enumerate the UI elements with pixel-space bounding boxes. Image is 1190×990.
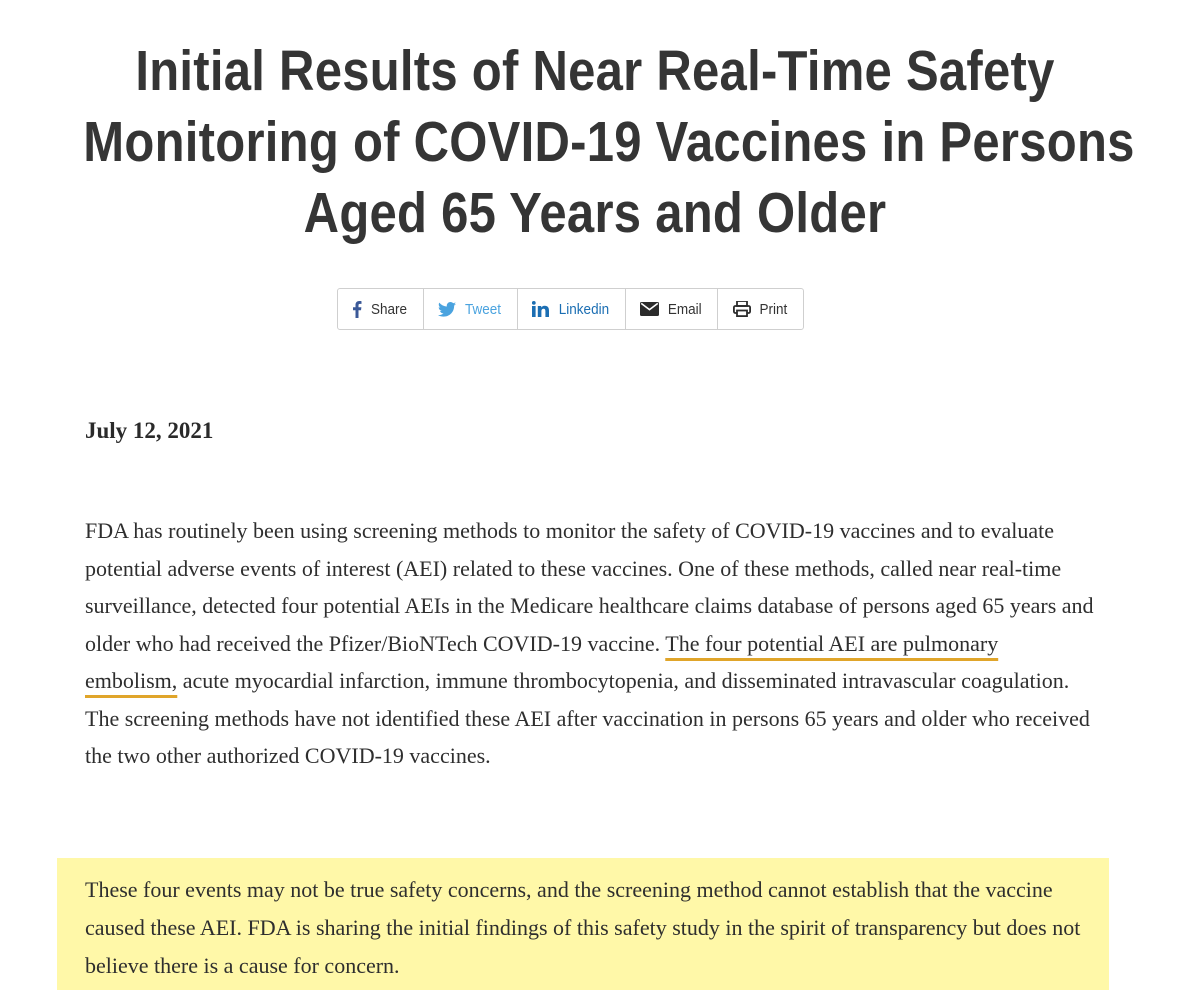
email-label: Email (667, 300, 702, 318)
facebook-icon (352, 301, 362, 318)
tweet-button[interactable] (424, 289, 518, 329)
highlighted-paragraph: These four events may not be true safety concerns, and the screening method cannot establish that the vaccine caused these AEI. FDA is sharing the initial findings of this safety study in the spirit of transparency but does not believe there is a cause for concern. (85, 877, 1081, 978)
title-line: Monitoring of COVID-19 Vaccines in Persons (83, 110, 1135, 174)
printer-icon (733, 301, 751, 317)
title-line: Aged 65 Years and Older (303, 181, 887, 245)
page-title (83, 36, 1135, 249)
publish-date: July 12, 2021 (85, 418, 214, 443)
twitter-icon (438, 302, 456, 317)
article-paragraph (85, 512, 1095, 775)
share-toolbar (337, 288, 804, 330)
share-button[interactable] (338, 289, 424, 329)
email-button[interactable] (626, 289, 718, 329)
paragraph-text: acute myocardial infarction, immune thrombocytopenia, and disseminated intravascular coagulation. The screening methods have not identified these AEI after vaccination in persons 65 years and older who received the two other authorized COVID-19 vaccines. (85, 668, 1090, 768)
linkedin-label: Linkedin (558, 300, 609, 318)
linkedin-icon (532, 301, 549, 317)
tweet-label: Tweet (464, 300, 502, 318)
paragraph-text: FDA has routinely been using screening methods to monitor the safety of COVID-19 vaccines and to evaluate potential adverse events of interest (AEI) related to these vaccines. One of these methods, called near real-time surveillance, detected four potential AEIs in the Medicare healthcare claims database of persons aged 65 years and older who had received the Pfizer/BioNTech COVID-19 vaccine. (85, 518, 1094, 656)
linkedin-button[interactable] (518, 289, 626, 329)
envelope-icon (640, 302, 659, 316)
print-label: Print (759, 300, 787, 318)
underlined-text: The four potential AEI are pulmonary embolism, (85, 630, 999, 693)
print-button[interactable] (718, 289, 803, 329)
title-line: Initial Results of Near Real-Time Safety (135, 39, 1055, 103)
share-label: Share (370, 300, 408, 318)
